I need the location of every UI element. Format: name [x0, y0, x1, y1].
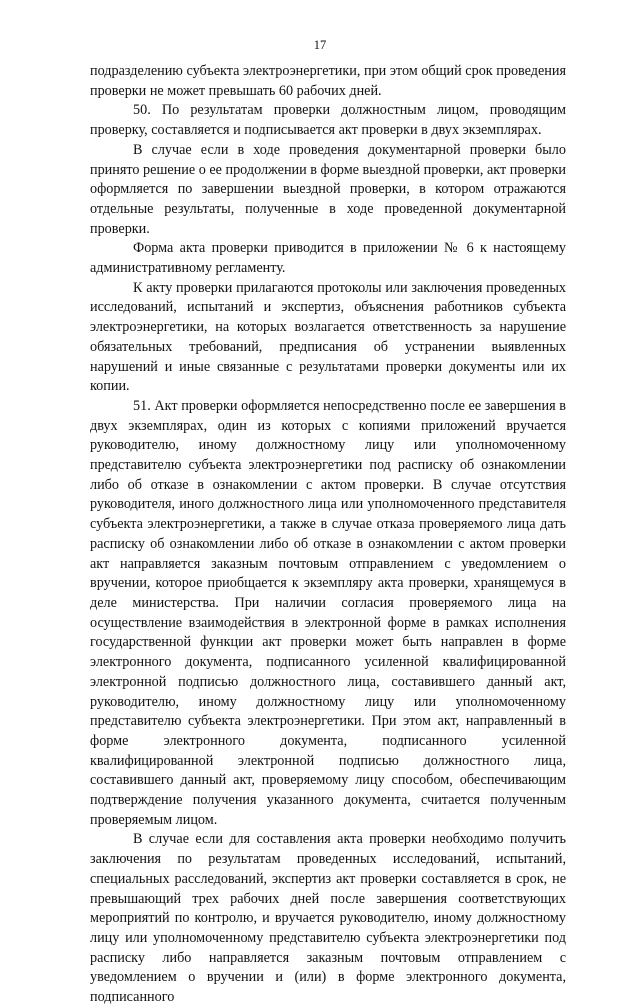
paragraph-act-conclusions: В случае если для составления акта проверки необходимо получить заключения по результатам проведенных исследований, испытаний, специальных расследований, экспертиз акт проверки составляется в срок, не превышающий трех рабочих дней после завершения соответствующих мероприятий по контролю, и вручается руководителю, иному должностному лицу или уполномоченному представителю субъекта электроэнергетики под расписку либо направляется заказным почтовым отправлением с уведомлением о вручении и (или) в форме электронного документа, подписанного: [90, 831, 566, 1006]
paragraph-documentary-check: В случае если в ходе проведения документарной проверки было принято решение о ее продолжении в форме выездной проверки, акт проверки оформляется по завершении выездной проверки, в котором отражаются отдельные результаты, полученные в ходе проведенной документарной проверки.: [90, 141, 567, 237]
paragraph-item-51: 51. Акт проверки оформляется непосредственно после ее завершения в двух экземплярах, один из которых с копиями приложений вручается руководителю, иному должностному лицу или уполномоченному представителю субъекта электроэнергетики под расписку об ознакомлении либо об отказе в ознакомлении с актом проверки. В случае отсутствия руководителя, иного должностного лица или уполномоченного представителя субъекта электроэнергетики, а также в случае отказа проверяемого лица дать расписку об ознакомлении либо об отказе в ознакомлении с актом проверки акт направляется заказным почтовым отправлением с уведомлением о вручении, которое приобщается к экземпляру акта проверки, хранящемуся в деле министерства. При наличии согласия проверяемого лица на осуществление взаимодействия в электронной форме в рамках исполнения государственной функции акт проверки может быть направлен в форме электронного документа, подписанного усиленной квалифицированной электронной подписью должностного лица, составившего данный акт, руководителю, иному должностному лицу или уполномоченному представителю субъекта электроэнергетики. При этом акт, направленный в форме электронного документа, подписанного усиленной квалифицированной электронной подписью должностного лица, составившего данный акт, проверяемому лицу способом, обеспечивающим подтверждение получения указанного документа, считается полученным проверяемым лицом.: [90, 397, 566, 828]
paragraph-act-form: Форма акта проверки приводится в приложении № 6 к настоящему административному регламенту.: [90, 240, 566, 277]
paragraph-act-attachments: К акту проверки прилагаются протоколы или заключения проведенных исследований, испытаний и экспертиз, объяснения работников субъекта электроэнергетики, на которых возлагается ответственность за нарушение обязательных требований, предписания об устранении выявленных нарушений и иные связанные с результатами проверки документы или их копии.: [90, 279, 566, 395]
paragraph-item-50: 50. По результатам проверки должностным лицом, проводящим проверку, составляется и подписывается акт проверки в двух экземплярах.: [90, 102, 566, 139]
paragraph-continuation: подразделению субъекта электроэнергетики, при этом общий срок проведения проверки не может превышать 60 рабочих дней.: [90, 63, 566, 99]
document-body: [90, 62, 566, 1008]
page-number: 17: [313, 38, 327, 52]
